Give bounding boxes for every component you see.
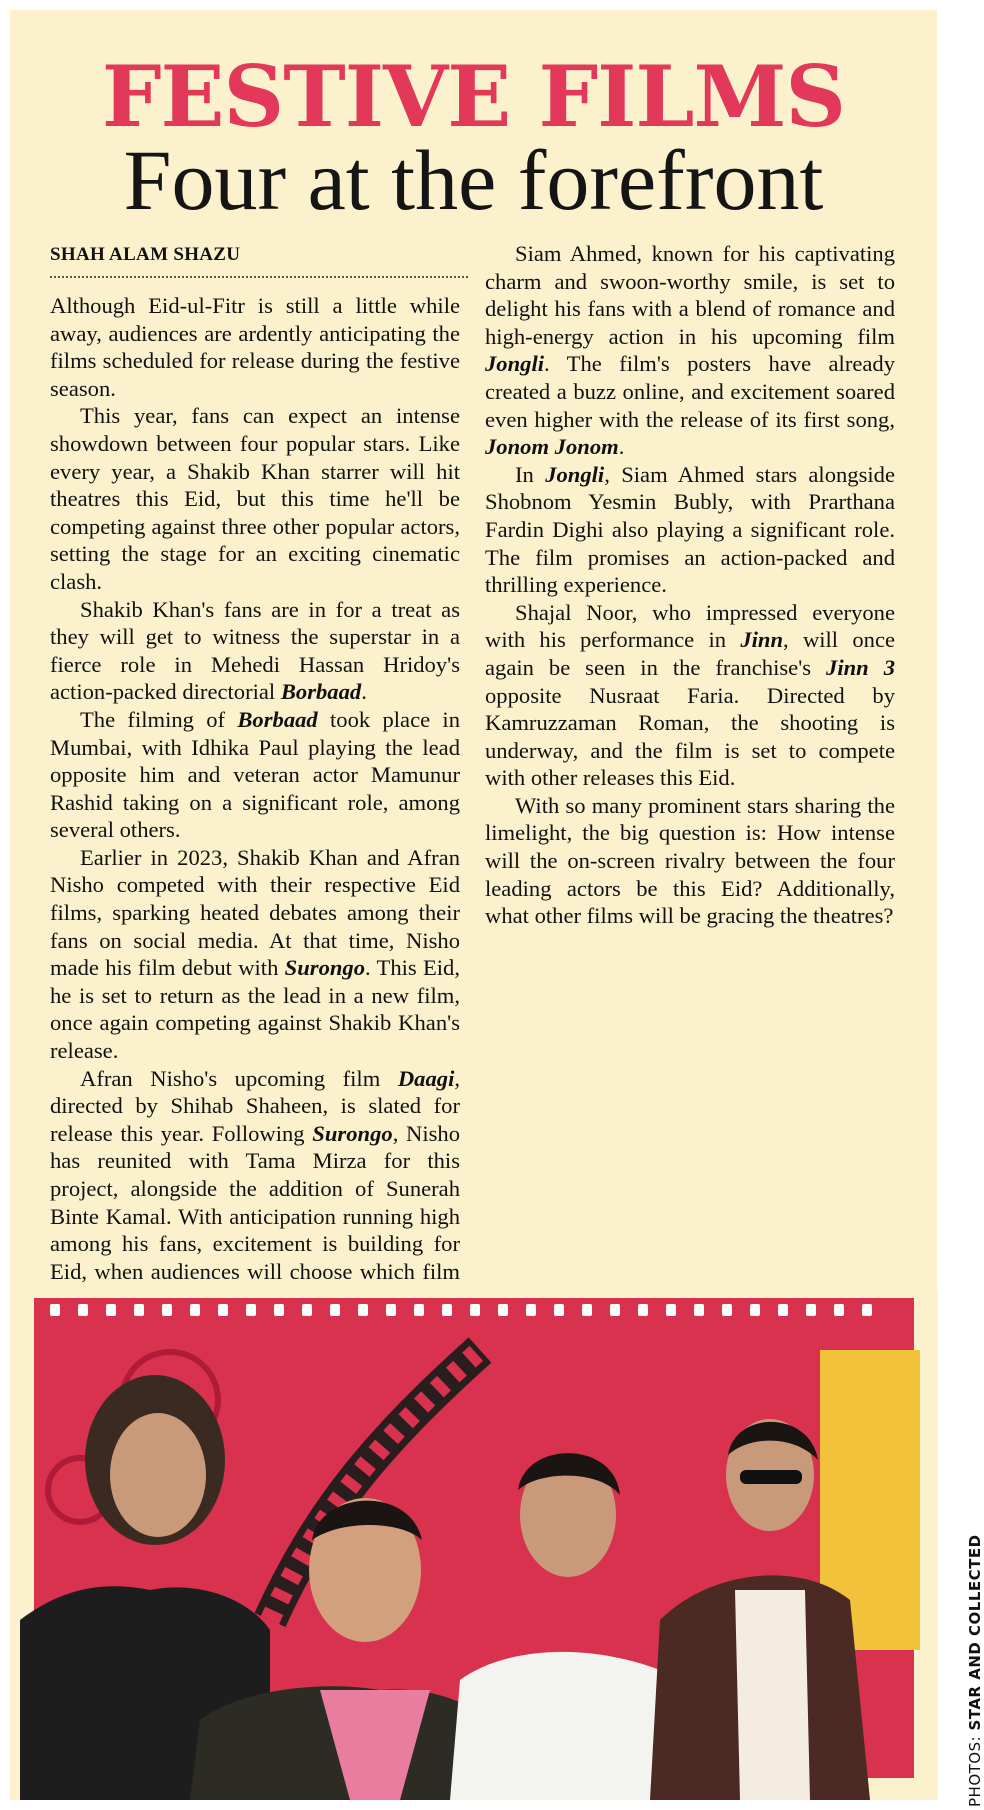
headline-subtitle: Four at the forefront — [123, 132, 824, 228]
article-page — [10, 10, 984, 1807]
headline-main: FESTIVE FILMS — [101, 47, 846, 146]
collage-illustration — [20, 1290, 938, 1800]
film-title-jinn-3: Jinn 3 — [826, 654, 895, 680]
film-title-jinn: Jinn — [740, 627, 784, 653]
film-title-jongli: Jongli — [485, 351, 545, 377]
photo-credit-source: STAR AND COLLECTED — [966, 1534, 984, 1731]
film-title-borbaad: Borbaad — [237, 706, 318, 732]
paragraph-9: Shajal Noor, who impressed everyone with his performance in Jinn, will once again be seen in the franchise's Jinn 3 opposite Nusraat Faria. Directed by Kamruzzaman Roman, the shooting is underway, and the film is set to compete with other releases this Eid. — [485, 599, 895, 791]
actors-photo-collage — [20, 1290, 938, 1800]
paragraph-2: This year, fans can expect an intense showdown between four popular stars. Like every year, a Shakib Khan starrer will hit theatres this Eid, but this time he'll be competing against three other popular actors, setting the stage for an exciting cinematic clash. — [50, 403, 460, 594]
paragraph-1: Although Eid-ul-Fitr is still a little while away, audiences are ardently anticipating the films scheduled for release during the festive season. — [50, 293, 460, 401]
paragraph-5: Earlier in 2023, Shakib Khan and Afran Nisho competed with their respective Eid films, sparking heated debates among their fans on social media. At that time, Nisho made his film debut with Surongo. This Eid, he is set to return as the lead in a new film, once again competing against Shakib Khan's release. — [50, 844, 460, 1064]
photo-credit — [966, 1534, 984, 1807]
paragraph-6: Afran Nisho's upcoming film Daagi, directed by Shihab Shaheen, is slated for release this year. Following Surongo, Nisho has reunited with Tama Mirza for this project, alongside the addition of Sunerah Binte Kamal. With anticipation running high among his fans, excitement is building for Eid, when audiences will choose which film — [50, 1065, 461, 1284]
film-title-borbaad: Borbaad — [280, 679, 362, 705]
film-title-daagi: Daagi — [397, 1065, 455, 1091]
film-title-surongo: Surongo — [284, 955, 366, 981]
byline: SHAH ALAM SHAZU — [50, 244, 241, 265]
paragraph-10: With so many prominent stars sharing the limelight, the big question is: How intense will the on-screen rivalry between the four leading actors be this Eid? Additionally, what other films will be gracing the theatres? — [485, 792, 895, 929]
paragraph-3: Shakib Khan's fans are in for a treat as they will get to witness the superstar in a fierce role in Mehedi Hassan Hridoy's action-packed directorial Borbaad. — [50, 596, 460, 705]
song-title-jonom-jonom: Jonom Jonom — [485, 434, 619, 460]
photo-credit-label: PHOTOS: — [966, 1730, 984, 1807]
byline-divider — [50, 276, 468, 278]
paragraph-4: The filming of Borbaad took place in Mumbai, with Idhika Paul playing the lead opposite him and veteran actor Mamunur Rashid taking on a significant role, among several others. — [50, 706, 460, 843]
paragraph-7: Siam Ahmed, known for his captivating charm and swoon-worthy smile, is set to delight his fans with a blend of romance and high-energy action in his upcoming film Jongli. The film's posters have already created a buzz online, and excitement soared even higher with the release of its first song, Jonom Jonom. — [485, 241, 895, 460]
article-column-right — [485, 240, 895, 930]
article-column-left — [50, 292, 460, 1313]
film-title-jongli: Jongli — [545, 461, 605, 487]
film-title-surongo: Surongo — [312, 1120, 393, 1146]
paragraph-8: In Jongli, Siam Ahmed stars alongside Shobnom Yesmin Bubly, with Prarthana Fardin Dighi also playing a significant role. The film promises an action-packed and thrilling experience. — [485, 461, 895, 598]
